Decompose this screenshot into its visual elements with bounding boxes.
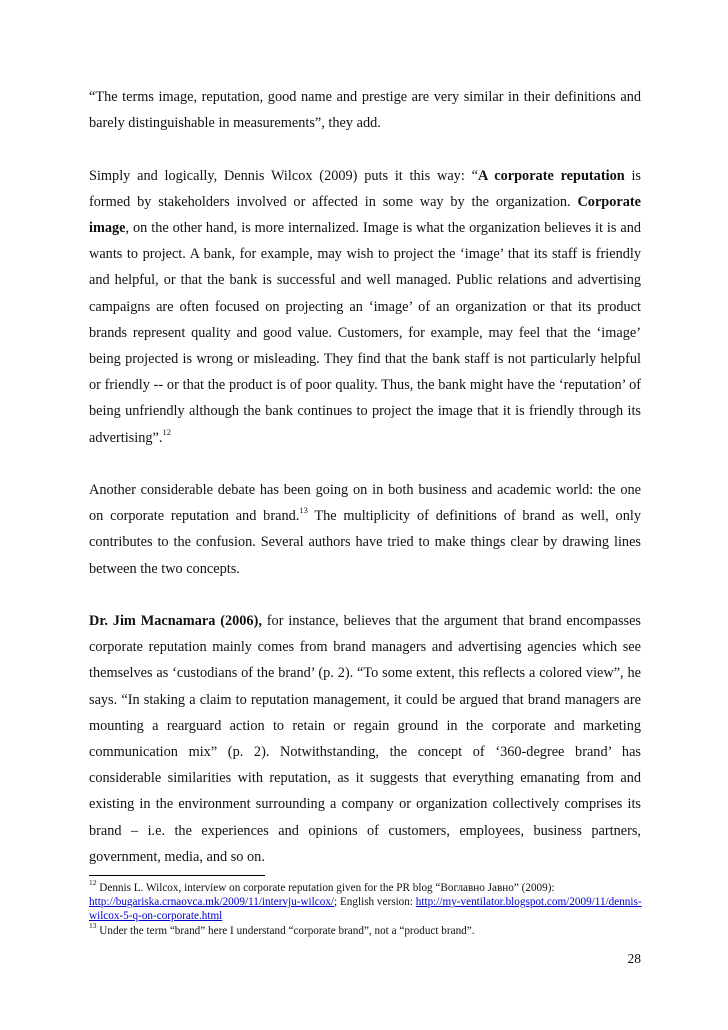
footnote-13 — [89, 920, 649, 938]
footnote-number-12: 12 — [89, 878, 97, 888]
footnote-number-13: 13 — [89, 920, 97, 930]
paragraph-4 — [89, 608, 641, 870]
footnote-ref-13[interactable]: 13 — [299, 505, 308, 516]
footnote-12-text-2: ; English version: — [334, 896, 416, 909]
page-number: 28 — [627, 951, 641, 966]
footnote-13-text: Under the term “brand” here I understand “corporate brand”, not a “product brand”. — [96, 924, 475, 937]
paragraph-1 — [89, 84, 641, 136]
paragraph-3-text-2: The multiplicity of definitions of brand as well, only contributes to the confusion. Several authors have tried to make things clear by drawing lines between the two concepts. — [89, 508, 641, 577]
bold-term-corporate-reputation: A corporate reputation — [477, 167, 625, 184]
footnote-ref-12[interactable]: 12 — [162, 426, 171, 437]
footnote-12-link-macedonian[interactable]: http://bugariska.crnaovca.mk/2009/11/intervju-wilcox/ — [89, 896, 335, 909]
footnote-12-link-english[interactable]: http://my-ventilator.blogspot.com/2009/11/dennis-wilcox-5-q-on-corporate.html — [89, 896, 642, 923]
paragraph-2-text-1: Simply and logically, Dennis Wilcox (2009) puts it this way: “ — [89, 167, 478, 184]
paragraph-3-text-1: Another considerable debate has been going on in both business and academic world: the one on corporate reputation and brand. — [89, 482, 641, 525]
paragraph-2-text-3: , on the other hand, is more internalized. Image is what the organization believes it is and wants to project. A bank, for example, may wish to project the ‘image’ that its staff is friendly and helpful, or that the bank is successful and well managed. Public relations and advertising campaigns are often focused on projecting an ‘image’ of an organization or that its product brands represent quality and good value. Customers, for example, may feel that the ‘image’ being projected is wrong or misleading. They find that the bank staff is not particularly helpful or friendly -- or that the product is of poor quality. Thus, the bank might have the ‘reputation’ of being unfriendly although the bank continues to project the image that it is friendly through its advertising”. — [89, 220, 641, 446]
paragraph-1-text: “The terms image, reputation, good name and prestige are very similar in their definitions and barely distinguishable in measurements”, they add. — [89, 89, 641, 132]
paragraph-3 — [89, 477, 641, 582]
bold-author-macnamara: Dr. Jim Macnamara (2006), — [89, 613, 262, 630]
paragraph-2 — [89, 163, 641, 451]
footnote-12 — [89, 878, 649, 924]
footnotes — [89, 878, 649, 938]
body-text — [89, 84, 641, 896]
footnote-separator — [89, 875, 265, 876]
paragraph-4-text: for instance, believes that the argument that brand encompasses corporate reputation mainly comes from brand managers and advertising agencies which see themselves as ‘custodians of the brand’ (p. 2). “To some extent, this reflects a colored view”, he says. “In staking a claim to reputation management, it could be argued that brand managers are mounting a rearguard action to retain or regain ground in the corporate and marketing communication mix” (p. 2). Notwithstanding, the concept of ‘360-degree brand’ has considerable similarities with reputation, as it suggests that everything emanating from and existing in the environment surrounding a company or organization collectively comprises its brand – i.e. the experiences and opinions of customers, employees, business partners, government, media, and so on. — [89, 613, 641, 865]
paragraph-2-text-2: is formed by stakeholders involved or affected in some way by the organization. — [89, 167, 641, 210]
footnote-12-text-1: Dennis L. Wilcox, interview on corporate reputation given for the PR blog “Воглавно Јавно” (2009): — [96, 882, 555, 894]
bold-term-corporate-image: Corporate image — [89, 193, 641, 236]
